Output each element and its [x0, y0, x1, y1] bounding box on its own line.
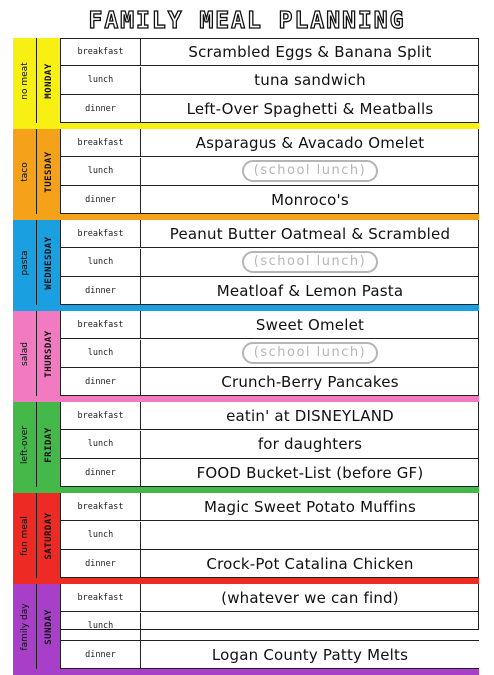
theme-cell [13, 584, 37, 669]
theme-label: family day [19, 602, 30, 651]
theme-label: pasta [19, 250, 30, 275]
meal-value-cell: Asparagus & Avacado Omelet [195, 133, 425, 152]
day-name-cell [37, 38, 61, 123]
meal-value-cell: Sweet Omelet [255, 315, 365, 334]
meal-value-cell: FOOD Bucket-List (before GF) [196, 464, 424, 482]
meal-label: lunch [61, 249, 141, 276]
day-name-cell [37, 129, 61, 214]
meal-label: lunch [61, 522, 141, 549]
meal-label: breakfast [61, 584, 141, 611]
meal-label: lunch [61, 431, 141, 458]
meal-value: (school lunch) [242, 160, 378, 182]
meal-row-dinner [61, 95, 479, 123]
meal-value-cell [141, 340, 479, 367]
meal-row-breakfast [61, 402, 479, 430]
theme-cell [13, 402, 37, 487]
meal-row-lunch [61, 613, 479, 641]
day-block-saturday [13, 493, 479, 578]
theme-cell [13, 38, 37, 123]
meal-label: dinner [61, 459, 141, 487]
meal-row-lunch [61, 249, 479, 277]
meal-label: breakfast [61, 129, 141, 156]
meal-row-lunch [61, 340, 479, 368]
meal-value-cell: for daughters [257, 435, 363, 453]
day-name-label: FRIDAY [43, 426, 54, 463]
meal-value-cell: Meatloaf & Lemon Pasta [216, 282, 404, 300]
theme-label: no meat [19, 61, 30, 100]
meal-value-cell: Peanut Butter Oatmeal & Scrambled [169, 224, 451, 243]
meal-row-dinner [61, 641, 479, 669]
meal-label: dinner [61, 277, 141, 305]
meal-value: (school lunch) [242, 342, 378, 364]
meal-value-cell: Scrambled Eggs & Banana Split [188, 42, 432, 61]
meal-label: breakfast [61, 220, 141, 247]
day-name-label: SUNDAY [43, 608, 54, 645]
meal-row-breakfast [61, 493, 479, 521]
day-color-bar [13, 669, 479, 675]
meal-row-dinner [61, 550, 479, 578]
meal-row-breakfast [61, 311, 479, 339]
meal-row-breakfast [61, 584, 479, 612]
meal-value-cell: Magic Sweet Potato Muffins [203, 497, 417, 516]
meal-row-dinner [61, 186, 479, 214]
day-name-label: TUESDAY [43, 150, 54, 193]
meal-value-cell [141, 613, 479, 640]
page-title: FAMILY MEAL PLANNING [88, 8, 406, 34]
theme-label: left-over [19, 425, 30, 464]
meal-value-cell: Crunch-Berry Pancakes [221, 373, 399, 391]
meal-value-cell [141, 522, 479, 549]
day-name-cell [37, 402, 61, 487]
meal-row-lunch [61, 522, 479, 550]
theme-cell [13, 311, 37, 396]
day-name-label: WEDNESDAY [43, 235, 54, 290]
day-block-monday [13, 38, 479, 123]
meal-value-cell [141, 249, 479, 276]
meal-value-cell: eatin' at DISNEYLAND [226, 406, 394, 425]
meal-value-cell: Left-Over Spaghetti & Meatballs [186, 100, 434, 118]
day-name-label: SATURDAY [43, 511, 54, 560]
meal-label: breakfast [61, 493, 141, 520]
theme-cell [13, 220, 37, 305]
meal-row-breakfast [61, 38, 479, 66]
meal-value-cell: Logan County Patty Melts [211, 646, 409, 664]
meal-label: dinner [61, 186, 141, 214]
day-name-cell [37, 584, 61, 669]
meal-label: dinner [61, 641, 141, 669]
meal-label: lunch [61, 340, 141, 367]
meal-value: (school lunch) [242, 251, 378, 273]
meal-label: breakfast [61, 311, 141, 338]
theme-cell [13, 129, 37, 214]
day-name-label: THURSDAY [43, 329, 54, 378]
meal-value-cell: tuna sandwich [254, 71, 366, 89]
meal-row-lunch [61, 158, 479, 186]
theme-cell [13, 493, 37, 578]
meal-label: dinner [61, 550, 141, 578]
theme-label: fun meal [19, 515, 30, 556]
meal-label: dinner [61, 95, 141, 123]
meal-label: dinner [61, 368, 141, 396]
day-block-wednesday [13, 220, 479, 305]
meal-value-cell [141, 158, 479, 185]
meal-row-breakfast [61, 220, 479, 248]
meal-row-dinner [61, 459, 479, 487]
meal-label: lunch [61, 67, 141, 94]
day-block-sunday [13, 584, 479, 669]
theme-label: salad [19, 341, 30, 366]
meal-row-dinner [61, 277, 479, 305]
meal-label: lunch [61, 613, 141, 640]
day-name-label: MONDAY [43, 62, 54, 99]
meal-label: lunch [61, 158, 141, 185]
meal-row-lunch [61, 431, 479, 459]
day-name-cell [37, 220, 61, 305]
day-block-thursday [13, 311, 479, 396]
meal-label: breakfast [61, 402, 141, 429]
day-block-friday [13, 402, 479, 487]
day-name-cell [37, 311, 61, 396]
day-block-tuesday [13, 129, 479, 214]
theme-label: taco [19, 161, 30, 182]
meal-value-cell: Monroco's [271, 191, 349, 209]
meal-label: breakfast [61, 38, 141, 65]
meal-row-lunch [61, 67, 479, 95]
meal-value-cell: (whatever we can find) [221, 588, 399, 607]
meal-row-dinner [61, 368, 479, 396]
day-name-cell [37, 493, 61, 578]
meal-value-cell: Crock-Pot Catalina Chicken [206, 555, 414, 573]
meal-row-breakfast [61, 129, 479, 157]
